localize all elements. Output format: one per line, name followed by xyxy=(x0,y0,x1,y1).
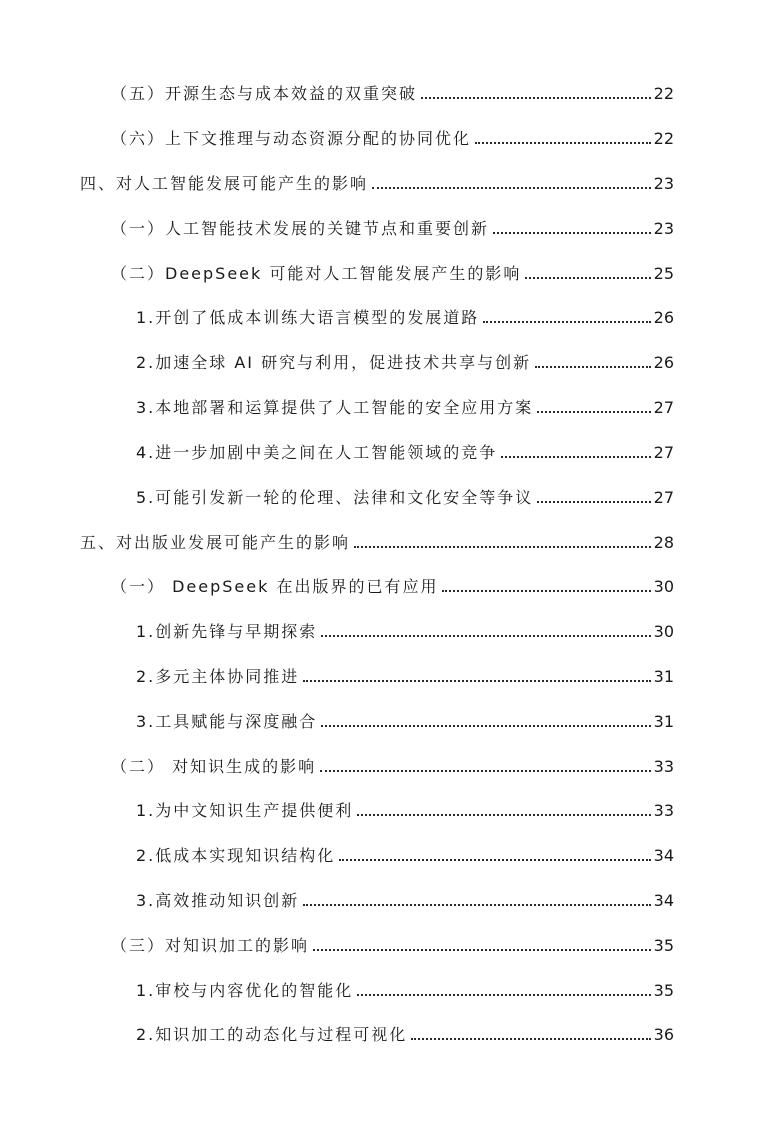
toc-entry-title: （三）对知识加工的影响 xyxy=(111,936,310,955)
toc-page-number: 36 xyxy=(653,1025,674,1044)
dot-leader xyxy=(475,142,651,144)
toc-page-number: 27 xyxy=(653,488,674,507)
dot-leader xyxy=(313,949,651,951)
toc-entry[interactable] xyxy=(80,527,674,553)
toc-page-number: 27 xyxy=(653,443,674,462)
dot-leader xyxy=(357,814,650,816)
toc-page-number: 22 xyxy=(653,129,674,148)
toc-entry[interactable] xyxy=(136,885,674,911)
toc-entry[interactable] xyxy=(111,751,674,777)
toc-page-number: 23 xyxy=(653,219,674,238)
dot-leader xyxy=(320,770,651,772)
toc-page-number: 34 xyxy=(653,891,674,910)
dot-leader xyxy=(442,590,650,592)
toc-page-number: 22 xyxy=(653,84,674,103)
toc-entry[interactable] xyxy=(136,437,674,463)
toc-page-number: 31 xyxy=(653,667,674,686)
toc-entry-title: 2.低成本实现知识结构化 xyxy=(136,846,336,865)
toc-entry[interactable] xyxy=(111,78,674,104)
toc-entry-title: 2.加速全球 AI 研究与利用，促进技术共享与创新 xyxy=(136,353,532,372)
dot-leader xyxy=(321,725,650,727)
toc-entry[interactable] xyxy=(136,975,674,1001)
dot-leader xyxy=(354,546,651,548)
toc-entry-title: （一） DeepSeek 在出版界的已有应用 xyxy=(111,577,439,596)
dot-leader xyxy=(525,277,650,279)
toc-page-number: 33 xyxy=(653,757,674,776)
toc-entry-title: （一）人工智能技术发展的关键节点和重要创新 xyxy=(111,219,490,238)
toc-entry[interactable] xyxy=(136,616,674,642)
toc-page-number: 26 xyxy=(653,308,674,327)
dot-leader xyxy=(493,232,651,234)
toc-page-number: 34 xyxy=(653,846,674,865)
toc-entry[interactable] xyxy=(136,482,674,508)
dot-leader xyxy=(303,680,650,682)
toc-page-number: 30 xyxy=(653,622,674,641)
dot-leader xyxy=(303,904,650,906)
toc-entry-title: 1.为中文知识生产提供便利 xyxy=(136,801,354,820)
toc-page-number: 28 xyxy=(653,533,674,552)
dot-leader xyxy=(372,187,651,189)
dot-leader xyxy=(501,456,650,458)
toc-page-number: 27 xyxy=(653,398,674,417)
toc-page-number: 35 xyxy=(653,981,674,1000)
toc-entry-title: （二） 对知识生成的影响 xyxy=(111,757,317,776)
toc-entry[interactable] xyxy=(136,840,674,866)
toc-entry[interactable] xyxy=(136,302,674,328)
toc-entry-title: 1.审校与内容优化的智能化 xyxy=(136,981,354,1000)
toc-entry-title: 2.知识加工的动态化与过程可视化 xyxy=(136,1025,408,1044)
toc-entry-title: 3.本地部署和运算提供了人工智能的安全应用方案 xyxy=(136,398,534,417)
dot-leader xyxy=(421,97,651,99)
toc-entry-title: 3.工具赋能与深度融合 xyxy=(136,712,318,731)
dot-leader xyxy=(535,366,651,368)
dot-leader xyxy=(357,994,650,996)
toc-entry-title: 4.进一步加剧中美之间在人工智能领域的竞争 xyxy=(136,443,498,462)
toc-entry-title: 四、对人工智能发展可能产生的影响 xyxy=(80,174,369,193)
toc-page-number: 25 xyxy=(653,264,674,283)
toc-entry[interactable] xyxy=(111,213,674,239)
toc-entry[interactable] xyxy=(80,168,674,194)
dot-leader xyxy=(411,1038,650,1040)
toc-entry-title: （二）DeepSeek 可能对人工智能发展产生的影响 xyxy=(111,264,522,283)
toc-entry-title: 3.高效推动知识创新 xyxy=(136,891,300,910)
toc-page-number: 26 xyxy=(653,353,674,372)
toc-entry[interactable] xyxy=(136,347,674,373)
dot-leader xyxy=(483,321,650,323)
toc-entry-title: （五）开源生态与成本效益的双重突破 xyxy=(111,84,418,103)
toc-entry-title: 五、对出版业发展可能产生的影响 xyxy=(80,533,351,552)
dot-leader xyxy=(537,501,650,503)
toc-entry[interactable] xyxy=(136,1019,674,1045)
toc-entry[interactable] xyxy=(111,571,674,597)
toc-entry-title: 1.开创了低成本训练大语言模型的发展道路 xyxy=(136,308,480,327)
toc-entry[interactable] xyxy=(111,123,674,149)
toc-page-number: 30 xyxy=(653,577,674,596)
toc-entry[interactable] xyxy=(111,258,674,284)
toc-page-number: 23 xyxy=(653,174,674,193)
toc-entry[interactable] xyxy=(136,706,674,732)
toc-entry[interactable] xyxy=(136,795,674,821)
dot-leader xyxy=(339,859,650,861)
toc-entry[interactable] xyxy=(136,661,674,687)
toc-page-number: 31 xyxy=(653,712,674,731)
toc-entry-title: 5.可能引发新一轮的伦理、法律和文化安全等争议 xyxy=(136,488,534,507)
toc-entry[interactable] xyxy=(111,930,674,956)
toc-page-number: 33 xyxy=(653,801,674,820)
toc-entry-title: （六）上下文推理与动态资源分配的协同优化 xyxy=(111,129,472,148)
toc-entry[interactable] xyxy=(136,392,674,418)
toc-page-number: 35 xyxy=(653,936,674,955)
toc-entry-title: 1.创新先锋与早期探索 xyxy=(136,622,318,641)
toc-entry-title: 2.多元主体协同推进 xyxy=(136,667,300,686)
dot-leader xyxy=(537,411,650,413)
dot-leader xyxy=(321,635,650,637)
